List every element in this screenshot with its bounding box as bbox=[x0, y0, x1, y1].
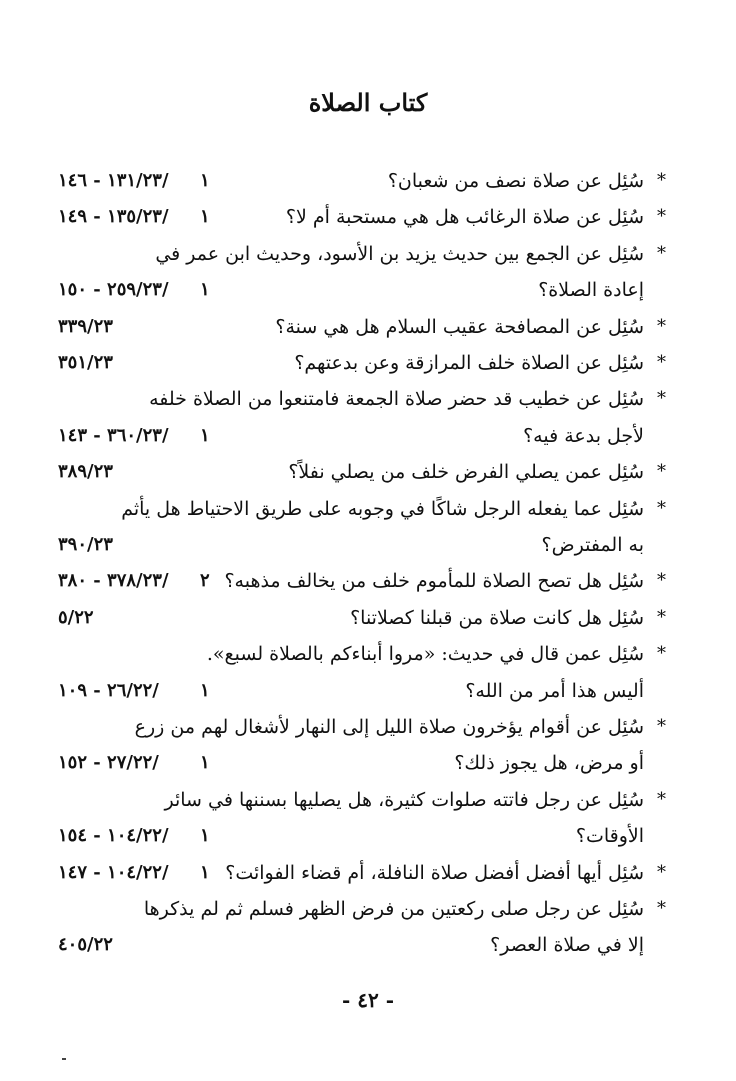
bullet-star-icon: * bbox=[657, 606, 666, 628]
entry-text: لأجل بدعة فيه؟ bbox=[523, 424, 644, 447]
entry-line bbox=[0, 275, 736, 305]
bullet-star-icon: * bbox=[657, 898, 666, 919]
entry-volume: ١ bbox=[200, 170, 210, 191]
entry-reference: ٢٧/٢٢ - ١٥٢/ bbox=[58, 752, 159, 774]
bullet-star-icon: * bbox=[657, 570, 666, 592]
bullet-star-icon: * bbox=[657, 352, 666, 373]
entry-line bbox=[0, 239, 736, 269]
entry-line bbox=[0, 202, 736, 232]
entry-text: سُئِل عن رجل صلى ركعتين من فرض الظهر فسلم ثم لم يذكرها bbox=[143, 898, 644, 920]
entry-text: إعادة الصلاة؟ bbox=[538, 279, 644, 302]
entry-text: سُئِل عن الصلاة خلف المرازقة وعن بدعتهم؟ bbox=[294, 352, 644, 374]
entry-line bbox=[0, 639, 736, 669]
bullet-star-icon: * bbox=[657, 388, 666, 410]
entry-line bbox=[0, 894, 736, 924]
entry-text: سُئِل عن خطيب قد حضر صلاة الجمعة فامتنعوا من الصلاة خلفه bbox=[149, 388, 644, 411]
entry-text: سُئِل عن رجل فاتته صلوات كثيرة، هل يصليها بسننها في سائر bbox=[164, 788, 644, 811]
entry-text: إلا في صلاة العصر؟ bbox=[490, 934, 644, 957]
entry-line bbox=[0, 676, 736, 706]
entry-reference: ٣٦٠/٢٣ - ١٤٣/ bbox=[58, 424, 169, 446]
entry-text: أو مرض، هل يجوز ذلك؟ bbox=[454, 752, 644, 775]
bullet-star-icon: * bbox=[657, 461, 666, 483]
entry-text: الأوقات؟ bbox=[575, 825, 644, 848]
entry-volume: ١ bbox=[200, 679, 210, 701]
entry-reference: ٣٩٠/٢٣ bbox=[58, 534, 113, 555]
entry-volume: ١ bbox=[200, 424, 210, 446]
entry-line bbox=[0, 457, 736, 487]
entry-text: سُئِل عن الجمع بين حديث يزيد بن الأسود، وحديث ابن عمر في bbox=[155, 242, 644, 265]
bullet-star-icon: * bbox=[657, 315, 666, 337]
entry-reference: ٢٦/٢٢ - ١٠٩/ bbox=[58, 679, 159, 701]
bullet-star-icon: * bbox=[657, 716, 666, 737]
entry-volume: ٢ bbox=[200, 570, 210, 592]
entry-text: سُئِل عما يفعله الرجل شاكًا في وجوبه على طريق الاحتياط هل يأثم bbox=[121, 497, 644, 520]
entry-reference: ١٠٤/٢٢ - ١٥٤/ bbox=[58, 825, 169, 847]
bullet-star-icon: * bbox=[657, 788, 666, 810]
entry-text: سُئِل هل تصح الصلاة للمأموم خلف من يخالف مذهبه؟ bbox=[224, 570, 644, 593]
entry-reference: ١٠٤/٢٢ - ١٤٧/ bbox=[58, 861, 169, 883]
entry-text: به المفترض؟ bbox=[541, 534, 644, 556]
entry-line bbox=[0, 312, 736, 342]
entry-text: سُئِل عن صلاة نصف من شعبان؟ bbox=[387, 170, 644, 192]
bullet-star-icon: * bbox=[657, 643, 666, 665]
entry-volume: ١ bbox=[200, 861, 210, 883]
entry-text: سُئِل عمن يصلي الفرض خلف من يصلي نفلاً؟ bbox=[288, 461, 644, 484]
entry-line bbox=[0, 421, 736, 451]
entry-text: سُئِل عن صلاة الرغائب هل هي مستحبة أم لا؟ bbox=[285, 206, 644, 229]
entry-text: سُئِل أيها أفضل أفضل صلاة النافلة، أم قضاء الفوائت؟ bbox=[225, 861, 644, 884]
entry-volume: ١ bbox=[200, 752, 210, 774]
entry-line bbox=[0, 348, 736, 378]
entry-text: سُئِل عن أقوام يؤخرون صلاة الليل إلى النهار لأشغال لهم من زرع bbox=[134, 716, 644, 738]
entry-text: سُئِل عمن قال في حديث: «مروا أبناءكم بالصلاة لسبع». bbox=[206, 643, 644, 666]
page-title: كتاب الصلاة bbox=[308, 88, 428, 117]
page-number: - ٤٢ - bbox=[341, 988, 394, 1012]
entry-reference: ٣٨٩/٢٣ bbox=[58, 461, 113, 483]
entry-line bbox=[0, 566, 736, 596]
entry-text: أليس هذا أمر من الله؟ bbox=[465, 679, 644, 702]
entry-reference: ٤٠٥/٢٢ bbox=[58, 934, 113, 956]
entry-reference: ٥/٢٢ bbox=[58, 606, 94, 628]
entry-volume: ١ bbox=[200, 206, 210, 228]
entry-volume: ١ bbox=[200, 825, 210, 847]
entry-reference: ٣٥١/٢٣ bbox=[58, 352, 113, 373]
bullet-star-icon: * bbox=[657, 206, 666, 228]
scan-speck bbox=[62, 1058, 66, 1060]
bullet-star-icon: * bbox=[657, 861, 666, 883]
bullet-star-icon: * bbox=[657, 497, 666, 519]
entry-line bbox=[0, 603, 736, 633]
entry-text: سُئِل هل كانت صلاة من قبلنا كصلاتنا؟ bbox=[350, 606, 644, 629]
entry-line bbox=[0, 712, 736, 742]
entry-reference: ٣٣٩/٢٣ bbox=[58, 315, 113, 337]
entry-line bbox=[0, 494, 736, 524]
bullet-star-icon: * bbox=[657, 170, 666, 191]
entry-reference: ٢٥٩/٢٣ - ١٥٠/ bbox=[58, 279, 169, 301]
entry-line bbox=[0, 384, 736, 414]
entry-volume: ١ bbox=[200, 279, 210, 301]
bullet-star-icon: * bbox=[657, 242, 666, 264]
entry-text: سُئِل عن المصافحة عقيب السلام هل هي سنة؟ bbox=[275, 315, 644, 338]
entry-line bbox=[0, 530, 736, 560]
entry-line bbox=[0, 166, 736, 196]
entry-reference: ٣٧٨/٢٣ - ٣٨٠/ bbox=[58, 570, 169, 592]
entry-line bbox=[0, 821, 736, 851]
entry-reference: ١٣٥/٢٣ - ١٤٩/ bbox=[58, 206, 169, 228]
entry-reference: ١٣١/٢٣ - ١٤٦/ bbox=[58, 170, 169, 191]
entry-line bbox=[0, 858, 736, 888]
entry-line bbox=[0, 930, 736, 960]
entry-line bbox=[0, 748, 736, 778]
entry-line bbox=[0, 785, 736, 815]
